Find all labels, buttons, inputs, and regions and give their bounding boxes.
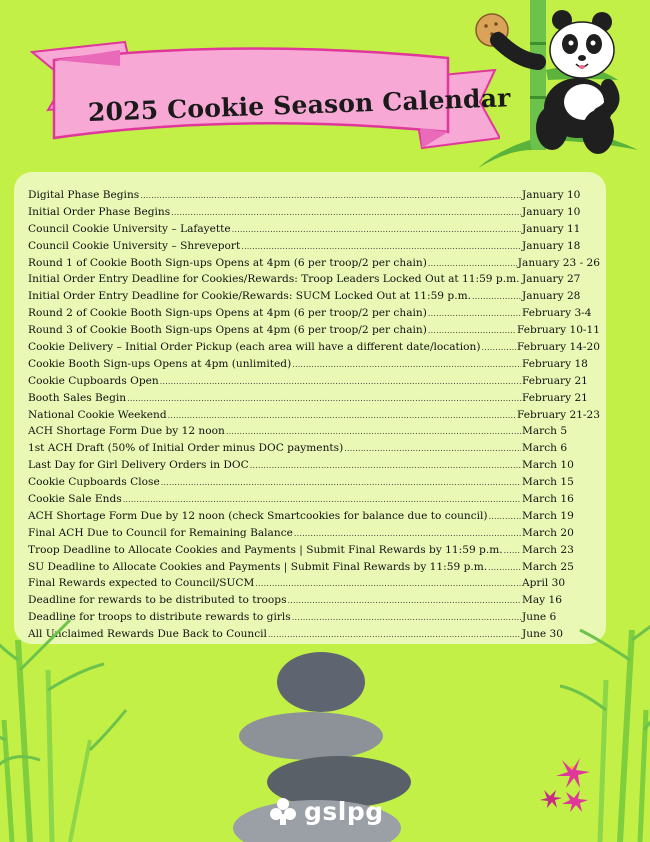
event-name: Round 2 of Cookie Booth Sign-ups Opens at 4pm (6 per troop/2 per chain) (28, 307, 427, 320)
event-row (28, 544, 600, 561)
event-name: Council Cookie University – Lafayette (28, 222, 231, 235)
event-row (28, 577, 600, 594)
event-date: February 21 (522, 391, 588, 404)
dot-leader (160, 377, 521, 386)
dot-leader (140, 191, 521, 200)
event-row (28, 392, 600, 409)
trefoil-logo-icon (268, 796, 298, 826)
event-date: March 25 (522, 560, 574, 573)
event-date: March 19 (522, 509, 574, 522)
dot-leader (428, 259, 517, 268)
logo-text: gslpg (304, 796, 384, 826)
event-date: March 6 (522, 442, 568, 455)
event-date: January 10 (522, 205, 581, 218)
event-row (28, 206, 600, 223)
event-row (28, 375, 600, 392)
dot-leader (428, 326, 516, 335)
event-name: Troop Deadline to Allocate Cookies and Payments | Submit Final Rewards by 11:59 p.m. (28, 543, 503, 556)
dot-leader (520, 275, 521, 284)
event-name: Booth Sales Begin (28, 391, 127, 404)
event-date: February 14-20 (517, 341, 600, 354)
event-row (28, 510, 600, 527)
event-date: May 16 (522, 594, 562, 607)
event-date: January 11 (522, 222, 581, 235)
dot-leader (250, 461, 521, 470)
event-row (28, 290, 600, 307)
dot-leader (294, 529, 521, 538)
event-date: January 18 (522, 239, 581, 252)
event-name: Deadline for troops to distribute rewards to girls (28, 611, 291, 624)
event-name: Final ACH Due to Council for Remaining Balance (28, 526, 293, 539)
dot-leader (344, 444, 521, 453)
event-row (28, 341, 600, 358)
event-name: 1st ACH Draft (50% of Initial Order minus DOC payments) (28, 442, 344, 455)
event-row (28, 561, 600, 578)
dot-leader (292, 360, 521, 369)
dot-leader (127, 394, 521, 403)
event-date: March 16 (522, 493, 574, 506)
dot-leader (161, 478, 521, 487)
event-name: Deadline for rewards to be distributed to troops (28, 594, 287, 607)
event-row (28, 189, 600, 206)
event-date: March 23 (522, 543, 574, 556)
dot-leader (255, 579, 521, 588)
bamboo-illustration (520, 600, 650, 842)
event-row (28, 527, 600, 544)
bamboo-illustration (0, 600, 130, 842)
event-row (28, 409, 600, 426)
event-name: Cookie Sale Ends (28, 493, 122, 506)
event-row (28, 273, 600, 290)
event-date: January 10 (522, 189, 581, 201)
event-name: Initial Order Phase Begins (28, 205, 171, 218)
event-name: Cookie Cupboards Close (28, 476, 160, 489)
event-row (28, 493, 600, 510)
dot-leader (428, 309, 521, 318)
event-row (28, 476, 600, 493)
dot-leader (168, 411, 516, 420)
dot-leader (292, 613, 521, 622)
title-banner (30, 20, 511, 170)
event-date: February 3-4 (522, 307, 592, 320)
event-name: Cookie Cupboards Open (28, 374, 159, 387)
event-date: March 20 (522, 526, 574, 539)
event-date: June 30 (522, 628, 564, 641)
event-date: April 30 (522, 577, 566, 590)
event-name: Cookie Delivery – Initial Order Pickup (each area will have a different date/location) (28, 341, 481, 354)
event-name: Final Rewards expected to Council/SUCM (28, 577, 255, 590)
event-list (28, 189, 600, 645)
gslpg-logo (268, 796, 384, 826)
page-title: 2025 Cookie Season Calendar (87, 83, 511, 127)
dot-leader (226, 427, 521, 436)
event-date: January 23 - 26 (517, 256, 600, 269)
event-name: ACH Shortage Form Due by 12 noon (28, 425, 225, 438)
event-row (28, 257, 600, 274)
dot-leader (241, 242, 521, 251)
event-row (28, 307, 600, 324)
event-name: SU Deadline to Allocate Cookies and Payments | Submit Final Rewards by 11:59 p.m. (28, 560, 488, 573)
event-date: March 5 (522, 425, 568, 438)
event-row (28, 459, 600, 476)
dot-leader (504, 546, 521, 555)
event-row (28, 442, 600, 459)
dot-leader (489, 512, 521, 521)
calendar-panel (14, 172, 606, 644)
event-name: National Cookie Weekend (28, 408, 167, 421)
event-name: Digital Phase Begins (28, 189, 140, 201)
event-name: Round 3 of Cookie Booth Sign-ups Opens at 4pm (6 per troop/2 per chain) (28, 324, 427, 337)
dot-leader (288, 596, 521, 605)
dot-leader (268, 630, 521, 639)
event-name: Round 1 of Cookie Booth Sign-ups Opens at 4pm (6 per troop/2 per chain) (28, 256, 427, 269)
event-name: ACH Shortage Form Due by 12 noon (check Smartcookies for balance due to council) (28, 509, 488, 522)
panda-illustration (468, 0, 650, 170)
event-row (28, 324, 600, 341)
event-date: February 21-23 (517, 408, 600, 421)
dot-leader (472, 292, 521, 301)
event-name: Initial Order Entry Deadline for Cookie/Rewards: SUCM Locked Out at 11:59 p.m. (28, 290, 471, 303)
event-date: February 18 (522, 357, 588, 370)
event-date: February 10-11 (517, 324, 600, 337)
dot-leader (488, 563, 521, 572)
event-date: June 6 (522, 611, 557, 624)
event-row (28, 425, 600, 442)
event-name: Initial Order Entry Deadline for Cookies/Rewards: Troop Leaders Locked Out at 11:59 p.m. (28, 273, 520, 286)
dot-leader (171, 208, 521, 217)
dot-leader (482, 343, 517, 352)
event-row (28, 240, 600, 257)
event-name: Last Day for Girl Delivery Orders in DOC (28, 459, 249, 472)
event-name: Council Cookie University – Shreveport (28, 239, 241, 252)
event-row (28, 358, 600, 375)
event-date: March 10 (522, 459, 574, 472)
event-date: March 15 (522, 476, 574, 489)
event-date: February 21 (522, 374, 588, 387)
flower-illustration (540, 758, 590, 812)
event-name: Cookie Booth Sign-ups Opens at 4pm (unlimited) (28, 357, 292, 370)
event-date: January 27 (522, 273, 581, 286)
event-date: January 28 (522, 290, 581, 303)
dot-leader (123, 495, 521, 504)
event-row (28, 223, 600, 240)
dot-leader (232, 225, 521, 234)
event-name: All Unclaimed Rewards Due Back to Council (28, 628, 267, 641)
